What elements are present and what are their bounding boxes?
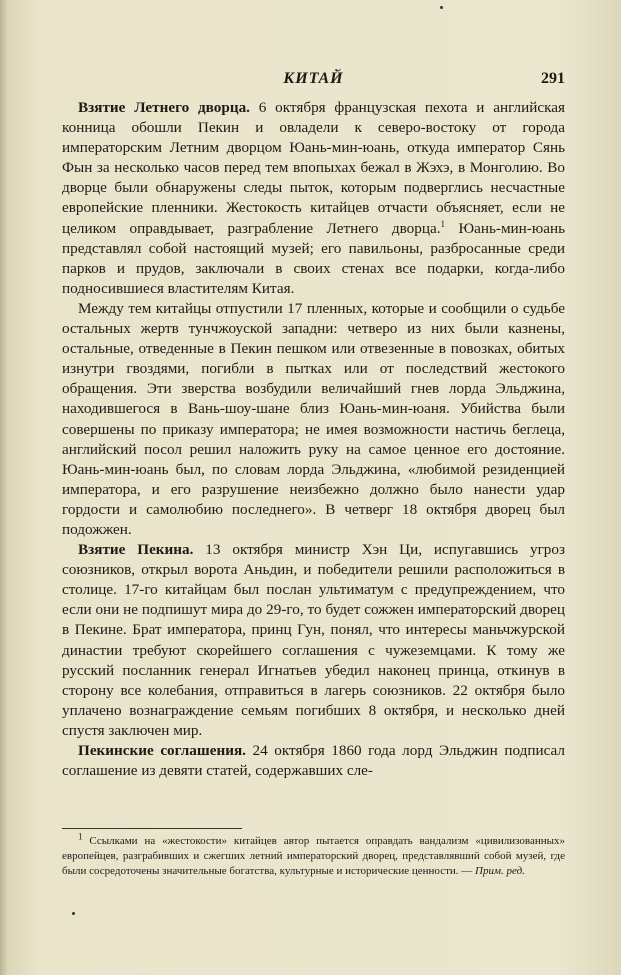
print-speck	[72, 912, 75, 915]
paragraph-summer-palace	[62, 98, 565, 299]
footnote-credit: Прим. ред.	[475, 865, 525, 877]
footnote-text: Ссылками на «жестокости» китайцев автор пытается оправдать вандализм «цивилизованных» европейцев, разграбивших и сжегших летний императорский дворец, представлявший собой музей, где были сосредоточены значительные богатства, культурные и исторические ценности. —	[62, 835, 565, 877]
running-title: КИТАЙ	[283, 70, 344, 87]
paragraph-peking-agreements	[62, 741, 565, 781]
print-speck	[440, 6, 443, 9]
footnote-reference: 1	[440, 218, 446, 229]
page-gutter-shadow	[0, 0, 8, 975]
running-head	[62, 70, 565, 90]
paragraph-taking-of-peking	[62, 540, 565, 741]
footnote	[62, 831, 565, 879]
footnote-divider	[62, 828, 242, 829]
paragraph-heading: Пекинские соглашения.	[78, 742, 246, 759]
paragraph-text: 6 октября французская пехота и английская конница обошли Пекин и овладели к северо-востоку от города императорским Летним дворцом Юань-мин-юань, откуда император Сянь Фын за несколько часов перед тем впопыхах бежал в Жэхэ, в Монголию. Во дворце были обнаружены следы пыток, которым подверглись несчастные европейские пленники. Жестокость китайцев отчасти объясняет, если не целиком оправдывает, разграбление Летнего дворца.	[62, 99, 565, 237]
paragraph-text: Юань-мин-юань представлял собой настоящий музей; его павильоны, разбросанные среди парков и прудов, заключали в своих стенах все подарки, когда-либо подносившиеся властителям Китая.	[62, 219, 566, 297]
paragraph-text: Между тем китайцы отпустили 17 пленных, которые и сообщили о судьбе остальных жертв тунчжоуской западни: четверо из них были казнены, остальные, отведенные в Пекин пешком или отвезенные в повозках, обитых изнутри гвоздями, погибли в пытках или от последствий жестокого обращения. Эти зверства возбудили величайший гнев лорда Эльджина, находившегося в Вань-шоу-шане близ Юань-мин-юаня. Убийства были совершены по приказу императора; не имея возможности настичь беглеца, английский посол решил наложить руку на самое ценное его достояние. Юань-мин-юань был, по словам лорда Эльджина, «любимой резиденцией императора, и его разрушение неизбежно должно было нанести удар гордости и самолюбию последнего». В четверг 18 октября дворец был подожжен.	[62, 299, 565, 538]
page-number: 291	[541, 70, 565, 87]
footnote-marker: 1	[78, 831, 83, 842]
body-text	[62, 98, 565, 781]
paragraph-prisoners	[62, 299, 565, 540]
paragraph-heading: Взятие Пекина.	[78, 541, 194, 559]
paragraph-text: 24 октября 1860 года лорд Эльджин подписал соглашение из девяти статей, содержавших сле-	[62, 742, 565, 780]
paragraph-heading: Взятие Летнего дворца.	[78, 99, 250, 116]
paragraph-text: 13 октября министр Хэн Ци, испугавшись угроз союзников, открыл ворота Аньдин, и победители решили расположиться в столице. 17-го китайцам был послан ультиматум с предупреждением, что если они не подпишут мира до 29-го, то будет сожжен императорский дворец в Пекине. Брат императора, принц Гун, понял, что интересы маньчжурской династии требуют скорейшего соглашения с чужеземцами. К тому же русский посланник генерал Игнатьев убедил наконец принца, откинув в сторону все колебания, отправиться в лагерь союзников. 22 октября было уплачено вознаграждение семьям погибших 8 октября, и несколько дней спустя заключен мир.	[62, 541, 565, 739]
